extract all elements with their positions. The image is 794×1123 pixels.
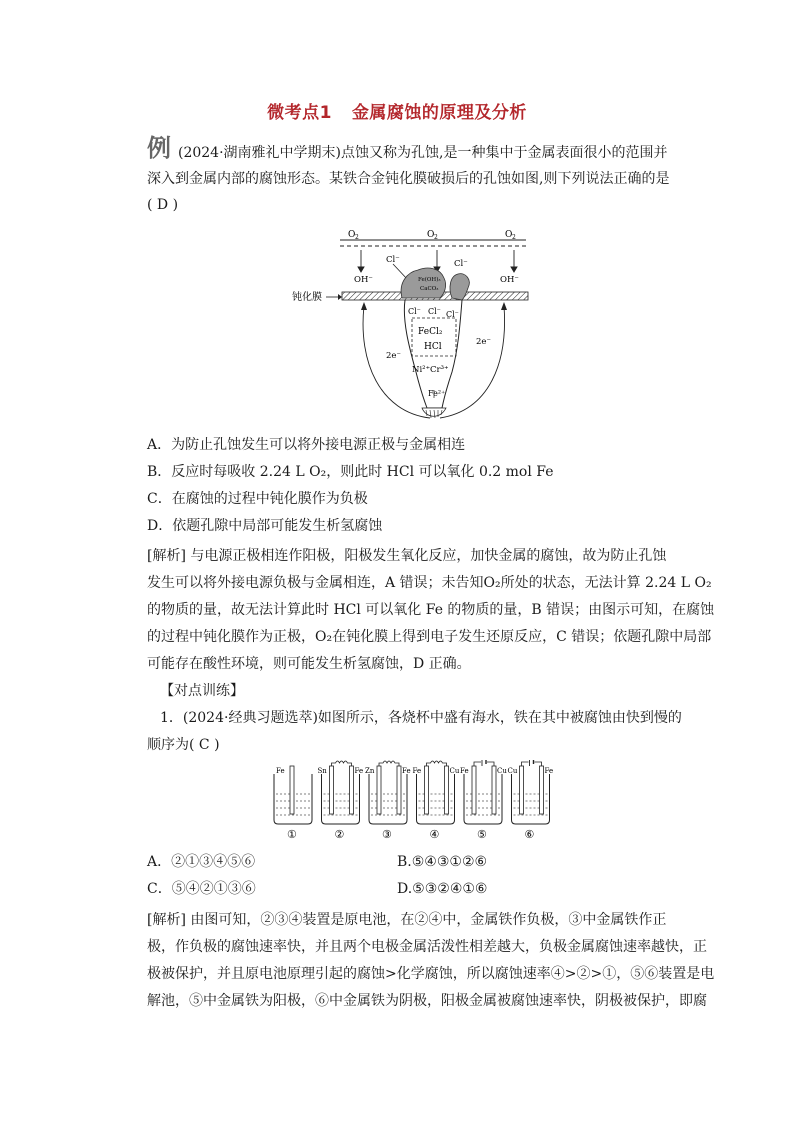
beakers-figure xyxy=(270,760,560,842)
electrode-label-left-6: Cu xyxy=(507,767,518,775)
q1-analysis-line-4: 解池，⑤中金属铁为阳极，⑥中金属铁为阴极，阳极金属被腐蚀速率快，阴极被保护，即腐 xyxy=(147,993,707,1009)
feoh-label: Fe(OH)₃ xyxy=(418,277,441,283)
e2-label-left: 2e⁻ xyxy=(386,351,401,361)
hcl-label: HCl xyxy=(424,342,442,352)
analysis-line-3: 的物质的量，故无法计算此时 HCl 可以氧化 Fe 的物质的量，B 错误；由图示可知，在腐蚀 xyxy=(147,602,715,618)
example-option-a: A．为防止孔蚀发生可以将外接电源正极与金属相连 xyxy=(147,437,466,453)
electrode-label-left-1: Fe xyxy=(276,767,285,775)
q1-option-a: A．②①③④⑤⑥ xyxy=(147,854,256,870)
q1-option-c: C．⑤④②①③⑥ xyxy=(147,881,256,897)
cl-label-in-2: Cl⁻ xyxy=(428,307,441,316)
q1-analysis-line-2: 极，作负极的腐蚀速率快，并且两个电极金属活泼性相差越大，负极金属腐蚀速率越快，正 xyxy=(147,939,707,955)
example-line2: 深入到金属内部的腐蚀形态。某铁合金钝化膜破损后的孔蚀如图,则下列说法正确的是 xyxy=(147,171,670,187)
electrode-label-right-6: Fe xyxy=(544,767,554,775)
o2-label-2 xyxy=(427,230,438,241)
example-mark: 例 xyxy=(147,134,171,162)
example-option-d: D．依题孔隙中局部可能发生析氢腐蚀 xyxy=(147,518,383,534)
svg-text:2: 2 xyxy=(512,234,516,241)
beaker-number-5: ⑤ xyxy=(477,828,487,841)
section-title xyxy=(0,98,794,123)
cl-label-in-3: Cl⁻ xyxy=(446,310,459,319)
beaker-1 xyxy=(274,766,312,841)
ni-cr-label: Ni²⁺Cr³⁺ xyxy=(412,365,449,375)
oh-label-left: OH⁻ xyxy=(354,275,373,285)
cl-label-top-right: Cl⁻ xyxy=(454,259,468,269)
electrode-label-left-2: Sn xyxy=(317,767,327,775)
beaker-6 xyxy=(508,760,554,841)
electrode-label-right-2: Fe xyxy=(354,767,364,775)
title-part1: 微考点1 xyxy=(267,103,332,123)
electrode-label-right-4: Cu xyxy=(449,767,460,775)
q1-option-b: B.⑤④③①②⑥ xyxy=(397,854,488,870)
svg-text:2: 2 xyxy=(355,234,359,241)
pitting-diagram xyxy=(290,222,540,427)
beaker-number-6: ⑥ xyxy=(524,828,535,841)
cl-label-top-left: Cl⁻ xyxy=(386,255,400,265)
svg-text:O: O xyxy=(348,230,356,240)
electrode-label-right-3: Fe xyxy=(402,767,411,775)
example-option-c: C．在腐蚀的过程中钝化膜作为负极 xyxy=(147,491,368,507)
o2-label-3 xyxy=(505,230,516,241)
q1-option-d: D.⑤③②④①⑥ xyxy=(397,881,488,897)
example-option-b: B．反应时每吸收 2.24 L O₂，则此时 HCl 可以氧化 0.2 mol Fe xyxy=(147,464,554,480)
svg-text:2: 2 xyxy=(434,234,438,241)
analysis-line-2: 发生可以将外接电源负极与金属相连，A 错误；未告知O₂所处的状态，无法计算 2.24 L O₂ xyxy=(147,575,712,591)
fecl-label: FeCl₂ xyxy=(418,327,443,337)
electron-arc-left xyxy=(363,306,430,418)
beaker-number-1: ① xyxy=(287,828,297,841)
q1-analysis-line-3: 极被保护，并且原电池原理引起的腐蚀>化学腐蚀，所以腐蚀速率④>②>①，⑤⑥装置是电 xyxy=(147,966,715,982)
electrode-label-left-4: Fe xyxy=(412,767,422,775)
film-label: 钝化膜 xyxy=(292,292,322,303)
title-part2: 金属腐蚀的原理及分析 xyxy=(351,103,527,123)
oh-label-right: OH⁻ xyxy=(500,275,519,285)
o2-label-1 xyxy=(348,230,359,241)
analysis-line-1: [解析] 与电源正极相连作阳极，阳极发生氧化反应，加快金属的腐蚀，故为防止孔蚀 xyxy=(147,548,667,564)
beaker-number-4: ④ xyxy=(429,828,440,841)
caco-label: CaCO₃ xyxy=(420,286,439,292)
electron-arc-right xyxy=(440,306,505,418)
svg-text:O: O xyxy=(427,230,435,240)
e2-label-right: 2e⁻ xyxy=(476,337,491,347)
q1-line2: 顺序为( C ) xyxy=(147,737,220,753)
training-heading: 【对点训练】 xyxy=(160,683,244,699)
example-line1: (2024·湖南雅礼中学期末)点蚀又称为孔蚀,是一种集中于金属表面很小的范围并 xyxy=(178,145,668,161)
svg-text:O: O xyxy=(505,230,513,240)
analysis-line-5: 可能存在酸性环境，则可能发生析氢腐蚀，D 正确。 xyxy=(147,656,471,672)
electrode-label-left-3: Zn xyxy=(365,767,375,775)
example-answer: ( D ) xyxy=(147,197,179,213)
q1-line1: 1．(2024·经典习题选萃)如图所示，各烧杯中盛有海水，铁在其中被腐蚀由快到慢的 xyxy=(160,710,682,726)
beaker-number-2: ② xyxy=(334,828,345,841)
corrosion-product-deposit xyxy=(401,268,446,298)
beaker-5 xyxy=(460,760,507,841)
beaker-2 xyxy=(318,761,364,841)
beaker-number-3: ③ xyxy=(382,828,392,841)
cl-label-in-1: Cl⁻ xyxy=(408,307,421,316)
q1-analysis-line-1: [解析] 由图可知，②③④装置是原电池，在②④中，金属铁作负极，③中金属铁作正 xyxy=(147,912,667,928)
beaker-4 xyxy=(413,761,460,841)
analysis-line-4: 的过程中钝化膜作为正极，O₂在钝化膜上得到电子发生还原反应，C 错误；依题孔隙中局部 xyxy=(147,629,712,645)
electrode-label-left-5: Fe xyxy=(460,767,469,775)
fe2-label: Fe²⁺ xyxy=(428,389,446,398)
beaker-3 xyxy=(365,761,411,841)
electrode-label-right-5: Cu xyxy=(497,767,507,775)
